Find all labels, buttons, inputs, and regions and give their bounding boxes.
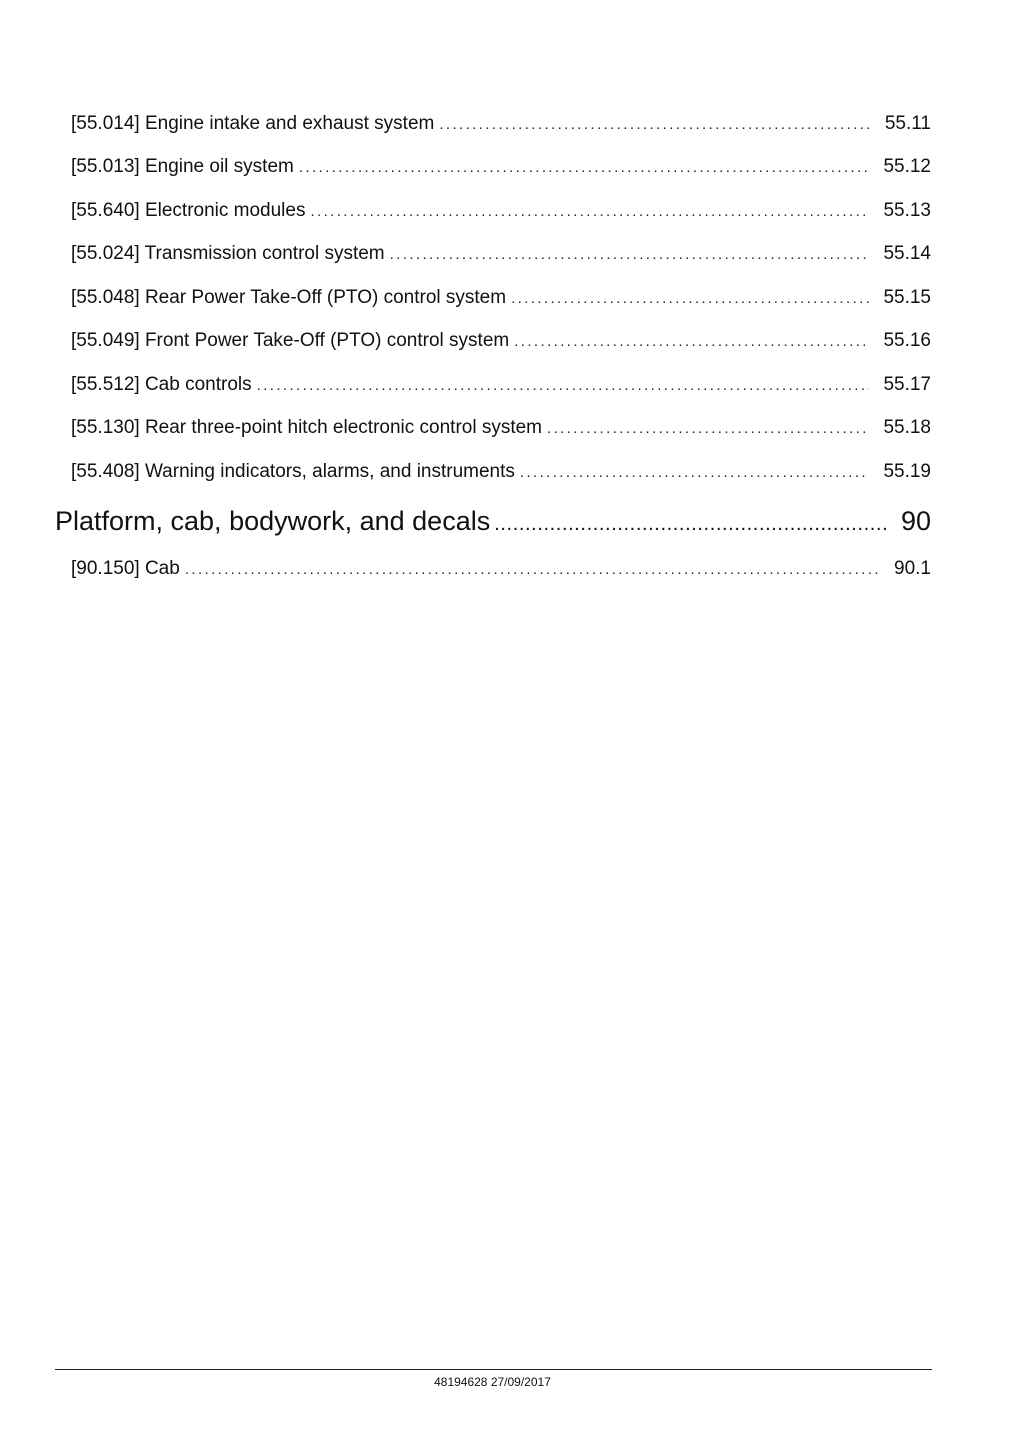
toc-entry[interactable]	[71, 460, 931, 485]
dot-leader	[547, 417, 869, 441]
dot-leader	[514, 330, 869, 354]
toc-entry[interactable]	[71, 373, 931, 398]
toc-section-heading[interactable]	[55, 504, 931, 541]
toc-entry-page: 55.12	[883, 156, 931, 177]
toc-entry-label: [55.408] Warning indicators, alarms, and instruments	[71, 461, 515, 482]
toc-section-page: 90	[900, 506, 931, 536]
toc-entry-label: [55.512] Cab controls	[71, 374, 252, 395]
toc-entry[interactable]	[71, 416, 931, 441]
toc-entry-label: [55.130] Rear three-point hitch electronic control system	[71, 417, 543, 438]
dot-leader	[520, 461, 869, 485]
toc-entry[interactable]	[71, 329, 931, 354]
dot-leader	[494, 507, 887, 541]
toc-entry-label: [55.640] Electronic modules	[71, 200, 306, 221]
dot-leader	[299, 156, 869, 180]
dot-leader	[390, 243, 869, 267]
toc-entry-page: 55.13	[883, 200, 931, 221]
footer-document-id: 48194628 27/09/2017	[434, 1375, 551, 1389]
toc-entry-label: [55.024] Transmission control system	[71, 243, 385, 264]
toc-entry[interactable]	[71, 155, 931, 180]
toc-entry-label: [55.048] Rear Power Take-Off (PTO) control system	[71, 287, 507, 308]
toc-entry-page: 90.1	[894, 558, 931, 579]
toc-entry-page: 55.18	[883, 417, 931, 438]
toc-entry-page: 55.15	[883, 287, 931, 308]
toc-entry-label: [55.049] Front Power Take-Off (PTO) control system	[71, 330, 510, 351]
toc-entry[interactable]	[71, 199, 931, 224]
toc-entry-page: 55.19	[883, 461, 931, 482]
toc-entry-label: [55.013] Engine oil system	[71, 156, 294, 177]
toc-entry-page: 55.16	[883, 330, 931, 351]
dot-leader	[257, 374, 869, 398]
toc-entry[interactable]	[71, 242, 931, 267]
dot-leader	[310, 200, 869, 224]
dot-leader	[185, 558, 879, 582]
toc-entry-page: 55.11	[884, 113, 931, 134]
toc-entry[interactable]	[71, 557, 931, 582]
toc-section-label: Platform, cab, bodywork, and decals	[55, 506, 491, 536]
toc-entry-label: [90.150] Cab	[71, 558, 180, 579]
footer-divider	[55, 1369, 932, 1370]
dot-leader	[511, 287, 869, 311]
dot-leader	[439, 113, 869, 137]
toc-entry-page: 55.17	[883, 374, 931, 395]
toc-entry-page: 55.14	[883, 243, 931, 264]
toc-entry-label: [55.014] Engine intake and exhaust system	[71, 113, 435, 134]
toc-entry[interactable]	[71, 112, 931, 137]
toc-entry[interactable]	[71, 286, 931, 311]
